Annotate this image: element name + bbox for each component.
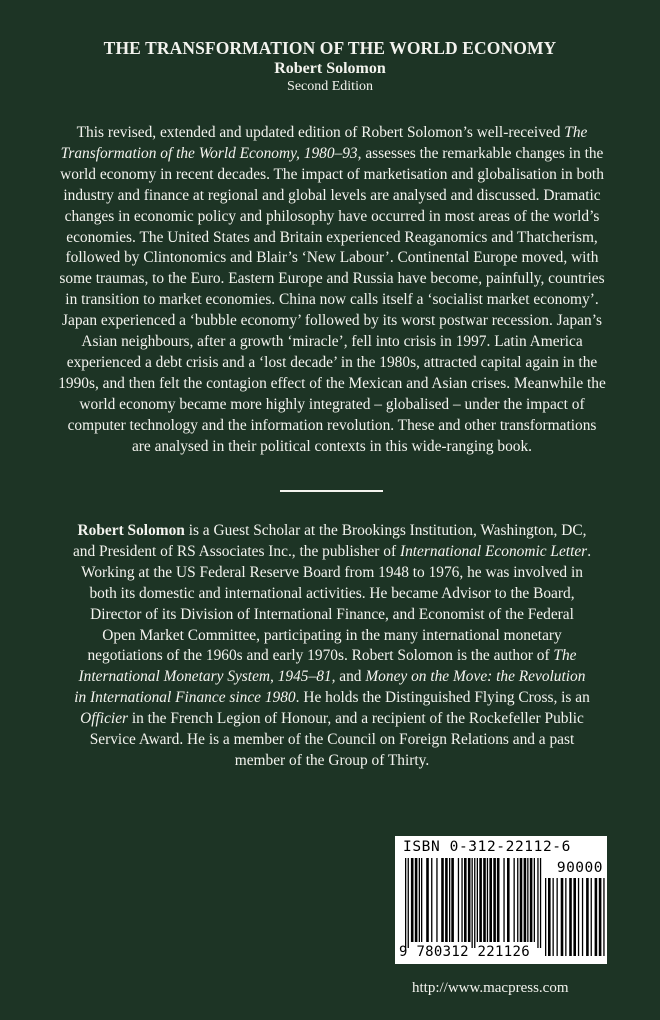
barcode-bar <box>431 858 432 942</box>
barcode-bar <box>441 858 444 942</box>
barcode-bar <box>472 858 473 948</box>
barcode-bar <box>524 858 527 942</box>
barcode-bar <box>464 858 467 942</box>
barcode-bar <box>565 878 566 956</box>
barcode-bar <box>537 858 538 948</box>
barcode-bar <box>557 878 558 956</box>
description-text-1: This revised, extended and updated edition of Robert Solomon’s well-received <box>76 124 565 141</box>
barcode-bar <box>436 858 437 942</box>
barcode-bar <box>573 878 576 956</box>
barcode-bar <box>599 878 602 956</box>
price-code: 90000 <box>556 860 603 876</box>
ean-digits: 9 780312 221126 <box>399 944 530 960</box>
barcode-bar <box>449 858 450 942</box>
author-name: Robert Solomon <box>274 60 386 77</box>
header <box>0 38 660 96</box>
barcode-bar <box>468 858 471 942</box>
bio-text-5: in the French Legion of Honour, and a recipient of the Rockefeller Public Service Award. He is a member of the Council on Foreign Relations and a past member of the Group of Thirty. <box>89 710 584 769</box>
barcode-bar <box>405 858 406 948</box>
edition-label: Second Edition <box>287 79 373 94</box>
barcode-bar <box>569 878 572 956</box>
barcode-bar <box>421 858 422 942</box>
bio-text-2: . Working at the US Federal Reserve Board from 1948 to 1976, he was involved in both its domestic and international activities. He became Advisor to the Board, Director of its Division of International Finance, and Economist of the Federal Open Market Committee, participating in the many international monetary negotiations of the 1960s and early 1970s. Robert Solomon is the author of <box>81 542 592 665</box>
barcode-bar <box>479 858 482 942</box>
barcode-bar <box>493 858 496 942</box>
barcode-bar <box>497 858 500 942</box>
section-divider <box>280 490 383 492</box>
barcode-bar <box>534 858 535 942</box>
barcode-bar <box>507 858 510 942</box>
barcode-bar <box>578 878 579 956</box>
barcode-bar <box>527 858 528 942</box>
barcode-bar <box>411 858 414 942</box>
bio-text-1: is a Guest Scholar at the Brookings Institution, Washington, DC, and President of RS Associates Inc., the publisher of <box>72 522 587 560</box>
description-book-title: The Transformation of the World Economy, 1980–93, <box>60 124 588 162</box>
bio-text-4: . He holds the Distinguished Flying Cross, is an <box>295 689 590 707</box>
bio-text-3: and <box>335 668 366 686</box>
bio-author-name: Robert Solomon <box>77 522 185 539</box>
isbn-number: ISBN 0-312-22112-6 <box>403 839 571 855</box>
barcode-bar <box>591 878 592 956</box>
barcode-bar <box>445 858 448 942</box>
bio-italic-2: The International Monetary System, 1945–81, <box>78 647 577 686</box>
barcode-bar <box>419 858 420 942</box>
book-title: THE TRANSFORMATION OF THE WORLD ECONOMY <box>103 38 557 58</box>
barcode-bar <box>451 858 454 942</box>
barcode-bar <box>603 878 604 956</box>
bio-italic-3: Money on the Move: the Revolution in International Finance since 1980 <box>74 668 586 707</box>
barcode-bar <box>458 858 459 942</box>
description-text-2: assesses the remarkable changes in the world economy in recent decades. The impact of marketisation and globalisation in both industry and finance at regional and global levels are analysed and discussed. Dramatic changes in economic policy and philosophy have occurred in most areas of the world’s economies. The United States and Britain experienced Reaganomics and Thatcherism, followed by Clintonomics and Blair’s ‘New Labour’. Continental Europe moved, with some traumas, to the Euro. Eastern Europe and Russia have become, painfully, countries in transition to market economies. China now calls itself a ‘socialist market economy’. Japan experienced a ‘bubble economy’ followed by its worst postwar recession. Japan’s Asian neighbours, after a growth ‘miracle’, fell into crisis in 1997. Latin America experienced a debt crisis and a ‘lost decade’ in the 1980s, attracted capital again in the 1990s, and then felt the contagion effect of the Mexican and Asian crises. Meanwhile the world economy became more highly integrated – globalised – under the impact of computer technology and the information revolution. These and other transformations are analysed in their political contexts in this wide-ranging book. <box>58 144 606 455</box>
barcode-bar <box>489 858 492 942</box>
bio-italic-1: International Economic Letter <box>399 542 588 560</box>
barcode-bar <box>426 858 429 942</box>
barcode-bar <box>530 858 533 942</box>
barcode-bar <box>461 858 462 942</box>
barcode-bar <box>517 858 518 942</box>
barcode-bar <box>520 858 523 942</box>
bio-italic-4: Officier <box>80 710 129 728</box>
barcode-bar <box>415 858 418 942</box>
publisher-url: http://www.macpress.com <box>412 980 569 996</box>
barcode-bar <box>582 878 583 956</box>
barcode-bar <box>553 878 554 956</box>
barcode-bar <box>561 878 564 956</box>
author-bio <box>72 521 592 772</box>
isbn-barcode <box>395 836 607 964</box>
barcode-bar <box>503 858 504 942</box>
book-description <box>58 123 606 458</box>
barcode-bar <box>586 878 589 956</box>
barcode-bar <box>545 878 546 956</box>
barcode-bar <box>487 858 488 942</box>
barcode-bar <box>483 858 486 942</box>
barcode-bar <box>548 878 551 956</box>
barcode-bar <box>477 858 478 942</box>
barcode-bar <box>514 858 515 942</box>
barcode-bar <box>595 878 598 956</box>
barcode-bar <box>474 858 475 948</box>
barcode-bar <box>408 858 409 948</box>
barcode-bar <box>540 858 541 948</box>
